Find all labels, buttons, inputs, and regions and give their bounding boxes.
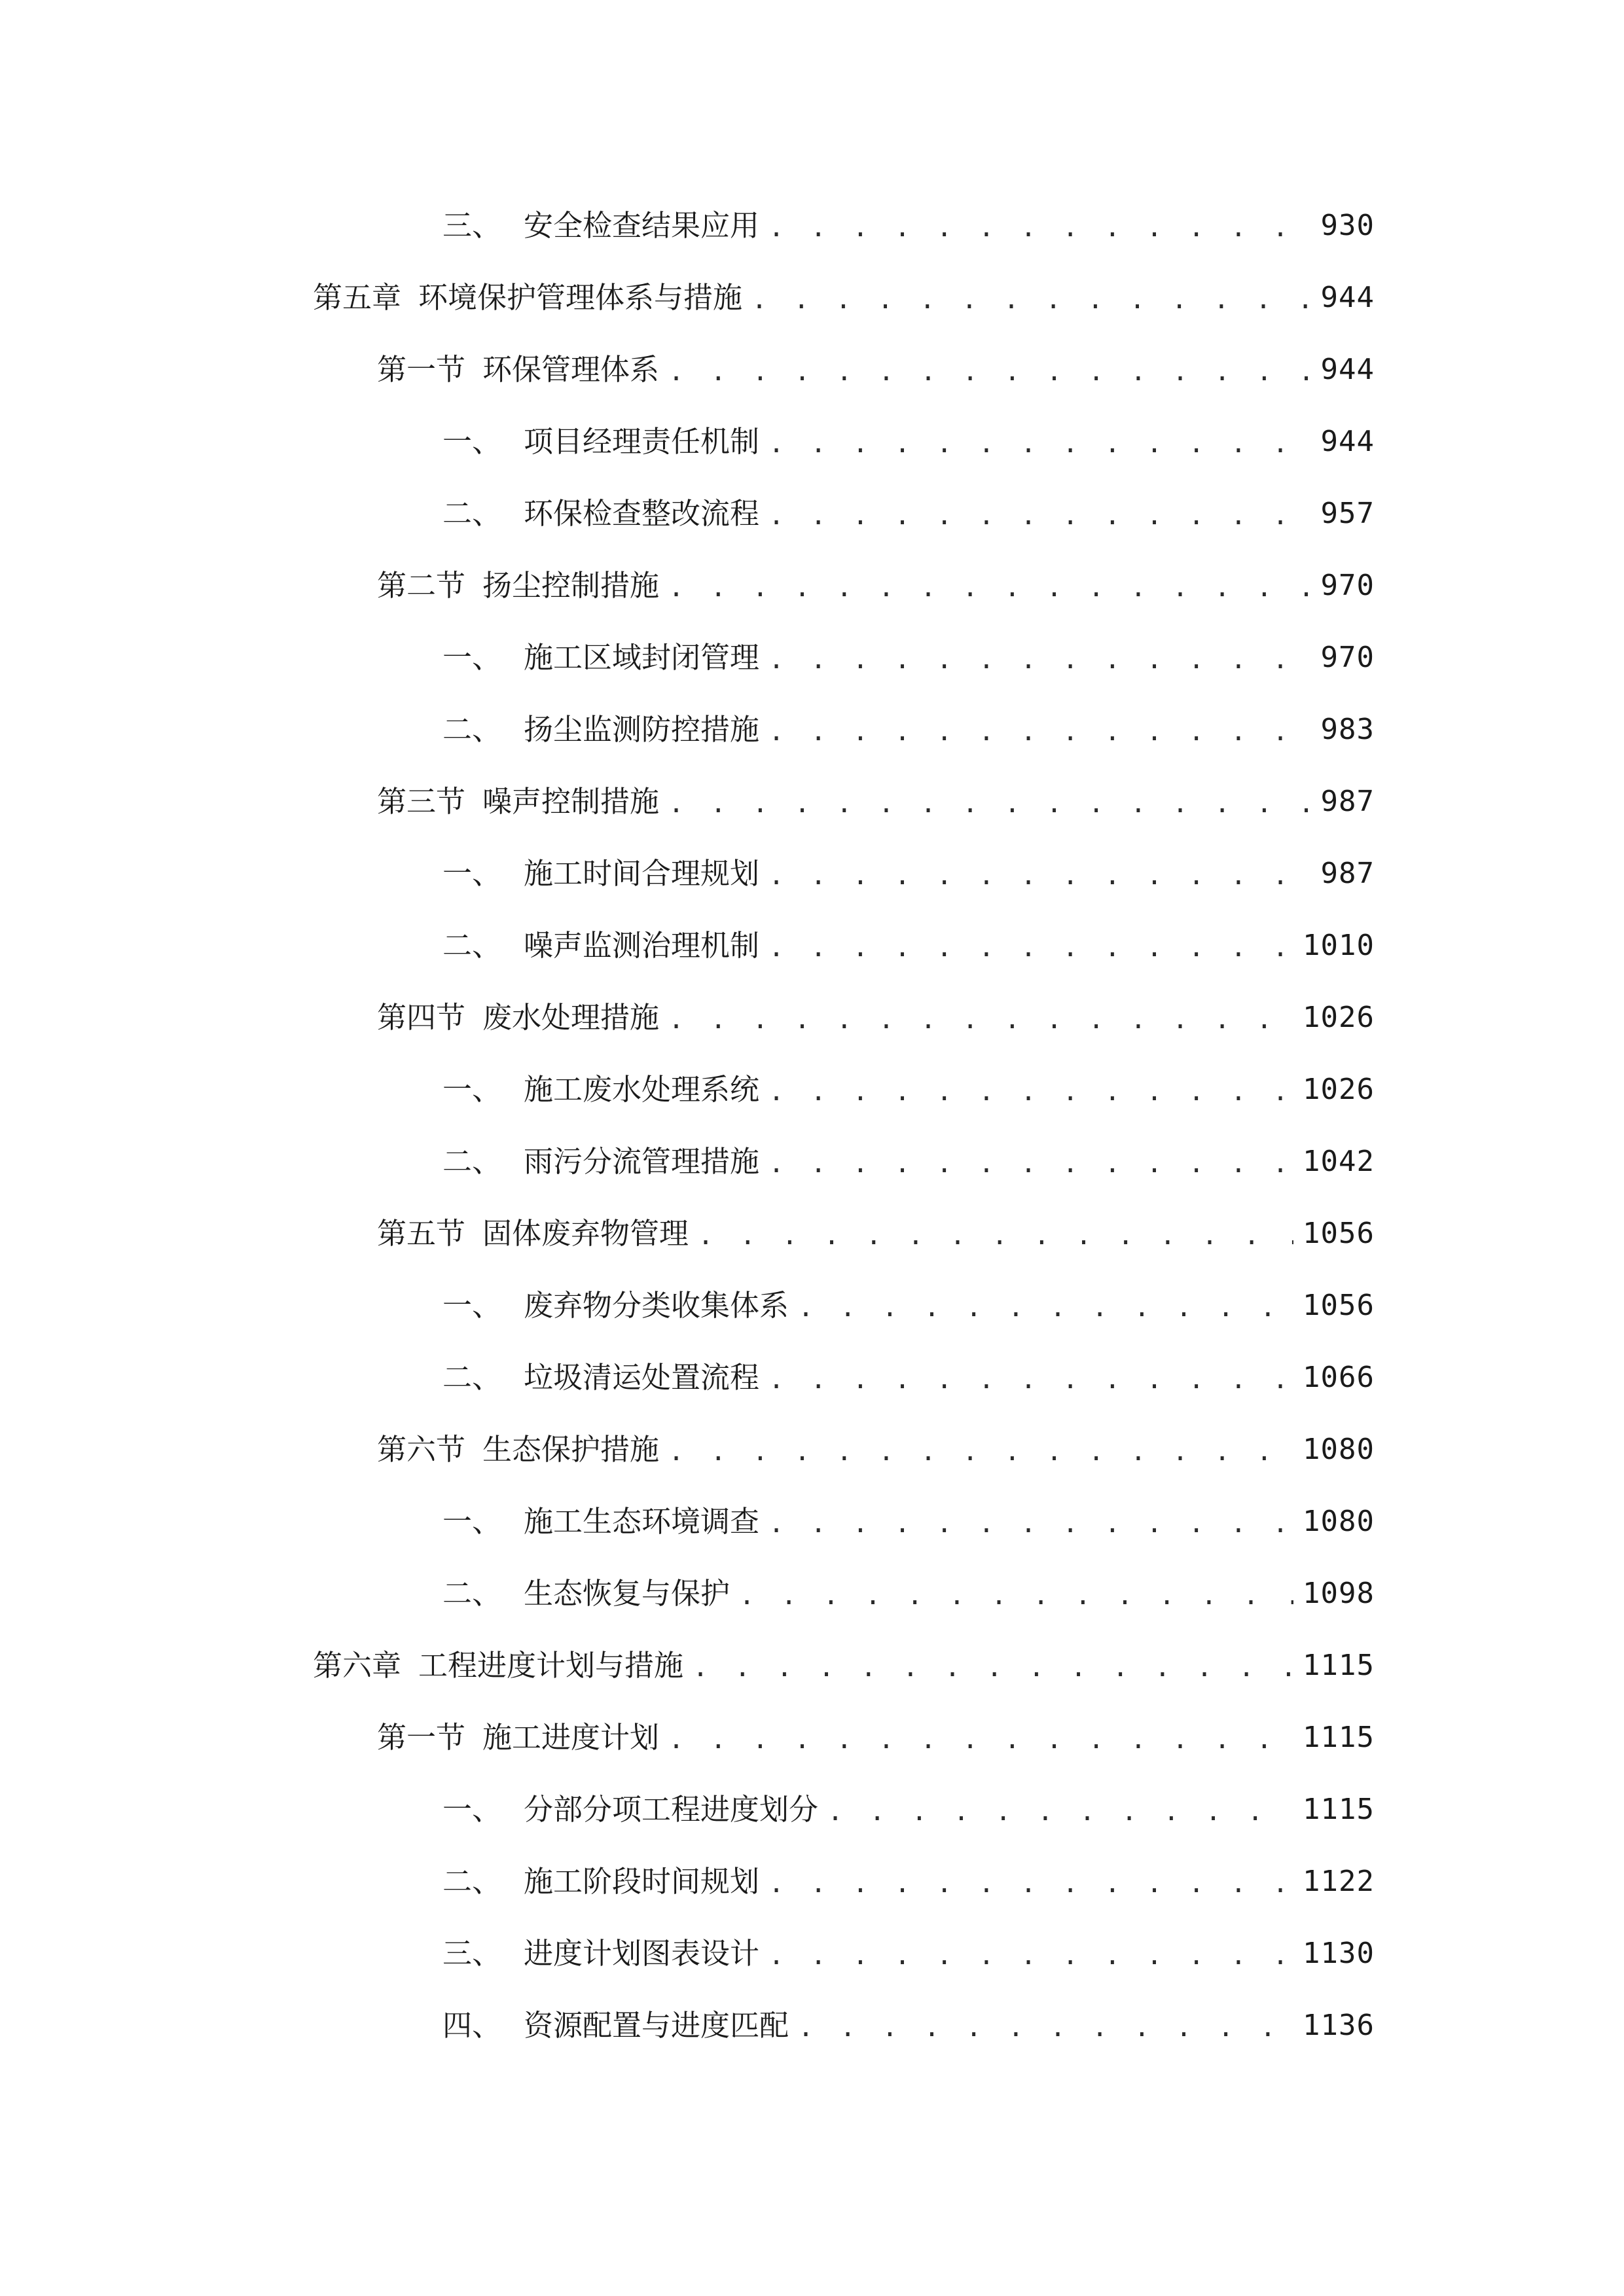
toc-entry-title: 扬尘监测防控措施: [524, 712, 760, 747]
toc-entry[interactable]: [0, 262, 1624, 334]
toc-entry-title: 安全检查结果应用: [524, 208, 760, 243]
toc-entry[interactable]: [0, 190, 1624, 262]
toc-entry-page: 1056: [1303, 1289, 1375, 1322]
toc-entry[interactable]: [0, 1558, 1624, 1630]
toc-entry[interactable]: [0, 1198, 1624, 1270]
toc-entry[interactable]: [0, 1702, 1624, 1774]
toc-entry-page: 1136: [1303, 2009, 1375, 2042]
dot-leader: [668, 566, 1311, 605]
toc-entry-number: 第六章: [313, 1648, 402, 1683]
toc-entry-number: 一、: [442, 1504, 502, 1539]
toc-entry-number: 第五章: [313, 280, 402, 315]
toc-entry-page: 930: [1320, 209, 1375, 242]
table-of-contents: [0, 190, 1624, 2062]
toc-entry-title: 废水处理措施: [482, 1000, 660, 1035]
toc-entry-number: 一、: [442, 1288, 502, 1323]
toc-entry-title: 垃圾清运处置流程: [524, 1360, 760, 1395]
toc-entry-page: 1122: [1303, 1865, 1375, 1898]
toc-entry[interactable]: [0, 1990, 1624, 2062]
dot-leader: [751, 278, 1311, 317]
toc-entry-number: 二、: [442, 1360, 502, 1395]
toc-entry-number: 第六节: [377, 1432, 466, 1467]
toc-entry-number: 二、: [442, 1144, 502, 1179]
toc-entry-title: 分部分项工程进度划分: [524, 1792, 819, 1827]
toc-entry-number: 第三节: [377, 784, 466, 819]
toc-entry[interactable]: [0, 1846, 1624, 1918]
dot-leader: [739, 1574, 1293, 1613]
toc-entry-title: 施工阶段时间规划: [524, 1864, 760, 1899]
dot-leader: [768, 206, 1312, 245]
toc-entry-title: 资源配置与进度匹配: [524, 2008, 789, 2043]
toc-entry-page: 1010: [1303, 929, 1375, 962]
toc-entry[interactable]: [0, 1054, 1624, 1126]
toc-entry-title: 工程进度计划与措施: [418, 1648, 684, 1683]
toc-entry[interactable]: [0, 1486, 1624, 1558]
toc-entry-page: 944: [1320, 425, 1375, 458]
toc-entry[interactable]: [0, 1342, 1624, 1414]
toc-entry-title: 施工时间合理规划: [524, 856, 760, 891]
toc-entry-title: 生态恢复与保护: [524, 1576, 731, 1611]
toc-entry-number: 一、: [442, 1072, 502, 1107]
dot-leader: [668, 782, 1311, 821]
dot-leader: [698, 1214, 1293, 1253]
toc-entry-title: 施工进度计划: [482, 1720, 660, 1755]
toc-entry[interactable]: [0, 1774, 1624, 1846]
toc-entry-number: 二、: [442, 1576, 502, 1611]
toc-entry-page: 987: [1320, 785, 1375, 818]
toc-entry[interactable]: [0, 550, 1624, 622]
toc-entry[interactable]: [0, 622, 1624, 694]
toc-entry-number: 第一节: [377, 1720, 466, 1755]
toc-entry-number: 四、: [442, 2008, 502, 2043]
toc-entry[interactable]: [0, 694, 1624, 766]
dot-leader: [668, 350, 1311, 389]
toc-entry-page: 1080: [1303, 1433, 1375, 1466]
toc-entry-page: 1130: [1303, 1937, 1375, 1970]
toc-entry-number: 二、: [442, 496, 502, 531]
toc-entry-page: 944: [1320, 353, 1375, 386]
toc-entry-title: 雨污分流管理措施: [524, 1144, 760, 1179]
dot-leader: [768, 1358, 1293, 1397]
toc-entry-title: 固体废弃物管理: [482, 1216, 689, 1251]
toc-entry[interactable]: [0, 1918, 1624, 1990]
toc-entry-page: 957: [1320, 497, 1375, 530]
toc-entry-number: 第一节: [377, 352, 466, 387]
toc-entry-number: 二、: [442, 712, 502, 747]
toc-entry-page: 1115: [1303, 1793, 1375, 1826]
toc-entry-page: 1080: [1303, 1505, 1375, 1538]
toc-entry-page: 1066: [1303, 1361, 1375, 1394]
dot-leader: [768, 854, 1312, 893]
toc-entry-title: 施工废水处理系统: [524, 1072, 760, 1107]
toc-entry-title: 环境保护管理体系与措施: [418, 280, 743, 315]
dot-leader: [768, 494, 1312, 533]
toc-entry-page: 1056: [1303, 1217, 1375, 1250]
dot-leader: [768, 1934, 1293, 1973]
toc-entry-number: 第二节: [377, 568, 466, 603]
toc-entry[interactable]: [0, 1126, 1624, 1198]
dot-leader: [798, 2006, 1293, 2045]
toc-entry-title: 进度计划图表设计: [524, 1936, 760, 1971]
dot-leader: [798, 1286, 1293, 1325]
toc-entry-page: 1098: [1303, 1577, 1375, 1610]
toc-entry-number: 一、: [442, 424, 502, 459]
toc-entry[interactable]: [0, 1270, 1624, 1342]
dot-leader: [668, 1718, 1293, 1757]
dot-leader: [668, 998, 1293, 1037]
toc-entry-page: 1115: [1303, 1649, 1375, 1682]
toc-entry-number: 一、: [442, 640, 502, 675]
toc-entry[interactable]: [0, 334, 1624, 406]
toc-entry-number: 第五节: [377, 1216, 466, 1251]
toc-entry[interactable]: [0, 910, 1624, 982]
toc-entry[interactable]: [0, 478, 1624, 550]
toc-entry-page: 1115: [1303, 1721, 1375, 1754]
toc-entry-title: 环保检查整改流程: [524, 496, 760, 531]
toc-entry[interactable]: [0, 766, 1624, 838]
dot-leader: [768, 638, 1312, 677]
toc-entry[interactable]: [0, 1414, 1624, 1486]
toc-entry[interactable]: [0, 982, 1624, 1054]
toc-entry-title: 噪声监测治理机制: [524, 928, 760, 963]
dot-leader: [768, 1070, 1293, 1109]
toc-entry-page: 1026: [1303, 1073, 1375, 1106]
toc-entry-title: 噪声控制措施: [482, 784, 660, 819]
toc-entry-page: 970: [1320, 641, 1375, 674]
toc-entry-title: 施工生态环境调查: [524, 1504, 760, 1539]
toc-entry-title: 项目经理责任机制: [524, 424, 760, 459]
dot-leader: [768, 422, 1312, 461]
dot-leader: [768, 1502, 1293, 1541]
dot-leader: [768, 926, 1293, 965]
toc-entry-number: 二、: [442, 1864, 502, 1899]
toc-entry[interactable]: [0, 838, 1624, 910]
dot-leader: [768, 1142, 1293, 1181]
toc-entry-title: 施工区域封闭管理: [524, 640, 760, 675]
toc-entry-number: 一、: [442, 856, 502, 891]
toc-entry-title: 扬尘控制措施: [482, 568, 660, 603]
dot-leader: [768, 710, 1312, 749]
toc-entry-number: 三、: [442, 208, 502, 243]
dot-leader: [668, 1430, 1293, 1469]
toc-entry-title: 废弃物分类收集体系: [524, 1288, 789, 1323]
dot-leader: [768, 1862, 1293, 1901]
toc-entry-page: 944: [1320, 281, 1375, 314]
toc-entry[interactable]: [0, 406, 1624, 478]
toc-entry-title: 环保管理体系: [482, 352, 660, 387]
toc-entry-page: 983: [1320, 713, 1375, 746]
dot-leader: [827, 1790, 1293, 1829]
toc-entry-page: 1042: [1303, 1145, 1375, 1178]
toc-entry-title: 生态保护措施: [482, 1432, 660, 1467]
toc-entry-number: 一、: [442, 1792, 502, 1827]
dot-leader: [693, 1646, 1293, 1685]
toc-entry-page: 1026: [1303, 1001, 1375, 1034]
toc-entry-number: 第四节: [377, 1000, 466, 1035]
toc-entry-number: 三、: [442, 1936, 502, 1971]
toc-entry[interactable]: [0, 1630, 1624, 1702]
toc-entry-page: 987: [1320, 857, 1375, 890]
toc-entry-number: 二、: [442, 928, 502, 963]
toc-entry-page: 970: [1320, 569, 1375, 602]
